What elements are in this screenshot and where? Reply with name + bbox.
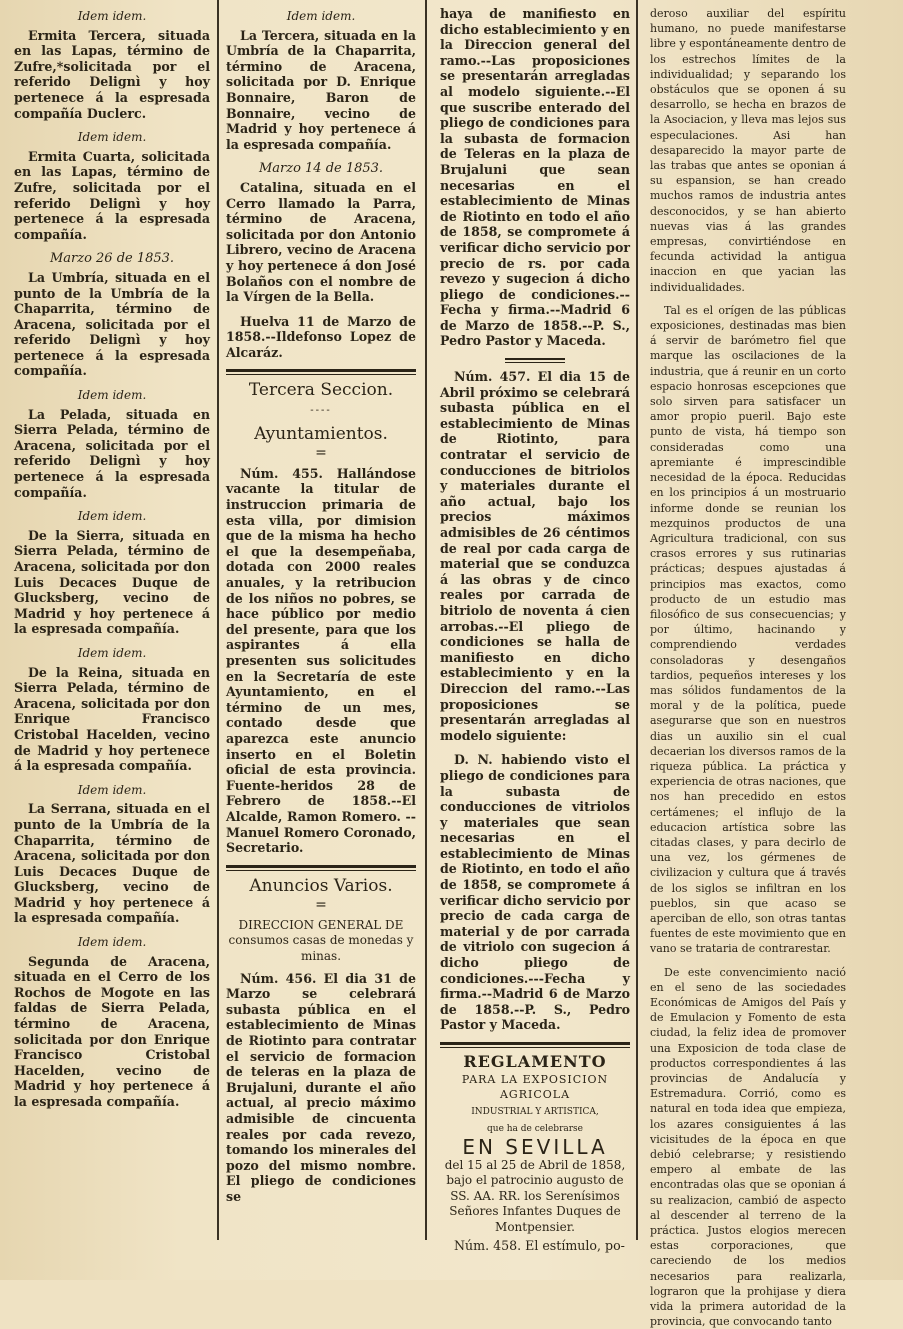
reglamento-subtitle: PARA LA EXPOSICION AGRICOLA bbox=[461, 1072, 609, 1102]
subsection-title: Ayuntamientos. bbox=[254, 423, 388, 444]
mine-entry: Ermita Cuarta, solicitada en las Lapas, término de Zufre, solicitada por el referido Delignì y hoy pertenece á la espresada compañía. bbox=[14, 148, 210, 242]
notice-457-model: D. N. habiendo visto el pliego de condiciones para la subasta de conducciones de vitriolos y materiales que sean necesarias en el establecimiento de Minas de Riotinto, en todo el año de 1858, se compromete á verificar dicho servicio por precio de cada carga de material y de por carrada de vitriolo con sugecion á dicho pliego de condiciones.---Fecha y firma.--Madrid 6 de Marzo de 1858.--P. S., Pedro Pastor y Maceda. bbox=[440, 752, 630, 1033]
section-dashes: ---- bbox=[310, 405, 332, 417]
notice-456-continued: haya de manifiesto en dicho establecimiento y en la Direccion general del ramo.--Las proposiciones se presentarán arregladas al modelo siguiente.--El que suscribe enterado del pliego de condiciones para la subasta de formacion de Teleras en la plaza de Brujaluni que sean necesarias en el establecimiento de Minas de Riotinto en todo el año de 1858, se compromete á verificar dicho servicio por precio de rs. por cada revezo y sugecion á dicho pliego de condiciones.--Fecha y firma.--Madrid 6 de Marzo de 1858.--P. S., Pedro Pastor y Maceda. bbox=[440, 6, 630, 349]
column-4 bbox=[650, 6, 846, 1329]
anuncios-title: Anuncios Varios. bbox=[249, 875, 393, 896]
section-divider bbox=[440, 1042, 630, 1048]
entry-date: Idem idem. bbox=[77, 9, 147, 23]
reglamento-note: que ha de celebrarse bbox=[487, 1124, 583, 1135]
notice-458: Núm. 458. El estímulo, po- bbox=[454, 1237, 625, 1253]
section-divider bbox=[226, 865, 416, 871]
mine-entry: La Umbría, situada en el punto de la Umbría de la Chaparrita, término de Aracena, solicitada por el referido Delignì y hoy pertenece á la espresada compañía. bbox=[14, 269, 210, 379]
separator-mark: = bbox=[315, 897, 327, 914]
direccion-heading: DIRECCION GENERAL DE consumos casas de monedas y minas. bbox=[228, 917, 414, 964]
reglamento-title: REGLAMENTO bbox=[463, 1052, 607, 1071]
notice-457: Núm. 457. El dia 15 de Abril próximo se celebrará subasta pública en el establecimiento de Minas de Riotinto, para contratar el servicio de conducciones de bitriolos y materiales durante el año actual, bajo los precios máximos admisibles de 26 céntimos de real por cada carga de material que se conduzca á las obras y de cinco reales por carrada de bitriolo de noventa á cien arrobas.--El pliego de condiciones se halla de manifiesto en dicho establecimiento y en la Direccion del ramo.--Las proposiciones se presentarán arregladas al modelo siguiente: bbox=[440, 369, 630, 743]
mine-entry: La Serrana, situada en el punto de la Umbría de la Chaparrita, término de Aracena, solicitada por don Luis Decaces Duque de Glucksberg, vecino de Madrid y hoy pertenece á la espresada compañía. bbox=[14, 801, 210, 926]
separator-mark: = bbox=[315, 445, 327, 462]
reglamento-body: del 15 al 25 de Abril de 1858, bajo el patrocinio augusto de SS. AA. RR. los Serenísimos Señores Infantes Duques de Montpensier. bbox=[444, 1157, 626, 1234]
mine-entry: Catalina, situada en el Cerro llamado la Parra, término de Aracena, solicitada por don Antonio Librero, vecino de Aracena y hoy pertenece á don José Bolaños con el nombre de la Vírgen de la Bella. bbox=[226, 179, 416, 305]
reglamento-city: EN SEVILLA bbox=[462, 1134, 608, 1159]
section-title: Tercera Seccion. bbox=[248, 380, 394, 401]
mine-entry: De la Sierra, situada en Sierra Pelada, término de Aracena, solicitada por don Luis Decaces Duque de Glucksberg, vecino de Madrid y hoy pertenece á la espresada compañía. bbox=[14, 527, 210, 637]
notice-divider bbox=[505, 358, 565, 363]
entry-date: Idem idem. bbox=[77, 935, 147, 950]
entry-date: Idem idem. bbox=[77, 782, 147, 797]
entry-date: Marzo 26 de 1853. bbox=[49, 251, 175, 267]
entry-date: Idem idem. bbox=[77, 509, 147, 524]
entry-date: Idem idem. bbox=[286, 9, 356, 23]
essay-paragraph: De este convencimiento nació en el seno de las sociedades Económicas de Amigos del País y de Emulacion y Fomento de esta ciudad, la feliz idea de promover una Exposicion de toda clase de productos correspondientes á las provincias de Andalucía y Estremadura. Corrió, como es natural en toda idea que empieza, los azares consiguientes á las vicisitudes de la época en que debió celebrarse; y resistiendo empero al embate de las encontradas olas que se oponian á su realizacion, cambió de aspecto al descender al terreno de la práctica. Justos elogios merecen estas corporaciones, que careciendo de los medios necesarios para realizarla, lograron que la prohijase y diera vida la primera autoridad de la provincia, que convocando tanto bbox=[650, 965, 846, 1329]
column-divider bbox=[425, 0, 427, 1240]
entry-date: Marzo 14 de 1853. bbox=[258, 161, 384, 177]
column-2 bbox=[226, 6, 416, 1246]
essay-paragraph: Tal es el orígen de las públicas exposiciones, destinadas mas bien á servir de barómetro fiel que marque las oscilaciones de la industria, que á reunir en un corto espacio honrosas escepciones que solo sirven para satisfacer un amor propio pueril. Bajo este punto de vista, há tiempo son consideradas como una apremiante é imprescindible necesidad de la época. Reducidas en los principios á un mostruario informe donde se reunian los mezquinos productos de una Agricultura tradicional, con sus crasos errores y sus rutinarias prácticas; despues ajustadas á principios mas exactos, como producto de un estudio mas filosófico de sus consecuencias; y por último, hacinando y comprendiendo verdades consoladoras y desengaños tardios, pequeños intereses y los mas sólidos fundamentos de la moral y de la política, puede asegurarse que son en nuestros dias un auxilio sin el cual decaerian los diversos ramos de la riqueza pública. La práctica y experiencia de otras naciones, que nos han precedido en estos certámenes; el influjo de la educacion artística sobre las citadas clases, y para decirlo de una vez, los gérmenes de civilizacion y cultura que á través de los siglos se infiltran en los pueblos, sin que acaso se aperciban de ello, son otras tantas fuentes de este movimiento que en vano se trataria de contrarestar. bbox=[650, 303, 846, 956]
notice-455: Núm. 455. Hallándose vacante la titular de instruccion primaria de esta villa, por dimision que de la misma ha hecho el que la desempeñaba, dotada con 2000 reales anuales, y la retribucion de los niños no pobres, se hace público por medio del presente, para que los aspirantes á ella presenten sus solicitudes en la Secretaría de este Ayuntamiento, en el término de un mes, contado desde que aparezca este anuncio inserto en el Boletin oficial de esta provincia. Fuente-heridos 28 de Febrero de 1858.--El Alcalde, Ramon Romero. --Manuel Romero Coronado, Secretario. bbox=[226, 465, 416, 856]
mine-entry: Segunda de Aracena, situada en el Cerro de los Rochos de Mogote en las faldas de Sierra Pelada, término de Aracena, solicitada por don Enrique Francisco Cristobal Hacelden, vecino de Madrid y hoy pertenece á la espresada compañía. bbox=[14, 953, 210, 1109]
column-3 bbox=[440, 6, 630, 1253]
entry-date: Idem idem. bbox=[77, 645, 147, 660]
mine-entry: La Pelada, situada en Sierra Pelada, término de Aracena, solicitada por el referido Delignì y hoy pertenece á la espresada compañía. bbox=[14, 406, 210, 500]
entry-date: Idem idem. bbox=[77, 130, 147, 145]
reglamento-subtitle-2: INDUSTRIAL Y ARTISTICA, bbox=[471, 1106, 599, 1117]
signature-line: Huelva 11 de Marzo de 1858.--Ildefonso Lopez de Alcaráz. bbox=[226, 313, 416, 360]
column-divider bbox=[217, 0, 219, 1240]
notice-456: Núm. 456. El dia 31 de Marzo se celebrará subasta pública en el establecimiento de Minas de Riotinto para contratar el servicio de formacion de teleras en la plaza de Brujaluni, durante el año actual, al precio máximo admisible de cincuenta reales por cada revezo, tomando los minerales del pozo del mismo nombre. El pliego de condiciones se bbox=[226, 970, 416, 1204]
column-divider bbox=[636, 0, 638, 1240]
essay-paragraph: deroso auxiliar del espíritu humano, no puede manifestarse libre y espontáneamente dentro de los estrechos límites de la individualidad; y separando los obstáculos que se oponen á su desarrollo, se hecha en brazos de la Asociacion, y lleva mas lejos sus especulaciones. Asi han desaparecido la mayor parte de las trabas que antes se oponian á su espansion, se han creado muchos ramos de industria antes desconocidos, y se han abierto nuevas vias á las grandes empresas, convirtiéndose en fecunda actividad la antigua inaccion en que yacian las individualidades. bbox=[650, 7, 846, 294]
mine-entry: De la Reina, situada en Sierra Pelada, término de Aracena, solicitada por don Enrique Francisco Cristobal Hacelden, vecino de Madrid y hoy pertenece á la espresada compañía. bbox=[14, 664, 210, 774]
column-1 bbox=[14, 6, 210, 1246]
mine-entry: La Tercera, situada en la Umbría de la Chaparrita, término de Aracena, solicitada por D. Enrique Bonnaire, Baron de Bonnaire, vecino de Madrid y hoy pertenece á la espresada compañía. bbox=[226, 27, 416, 152]
section-divider bbox=[226, 369, 416, 375]
entry-date: Idem idem. bbox=[77, 388, 147, 403]
mine-entry: Ermita Tercera, situada en las Lapas, término de Zufre,*solicitada por el referido Delignì y hoy pertenece á la espresada compañía Duclerc. bbox=[14, 27, 210, 121]
